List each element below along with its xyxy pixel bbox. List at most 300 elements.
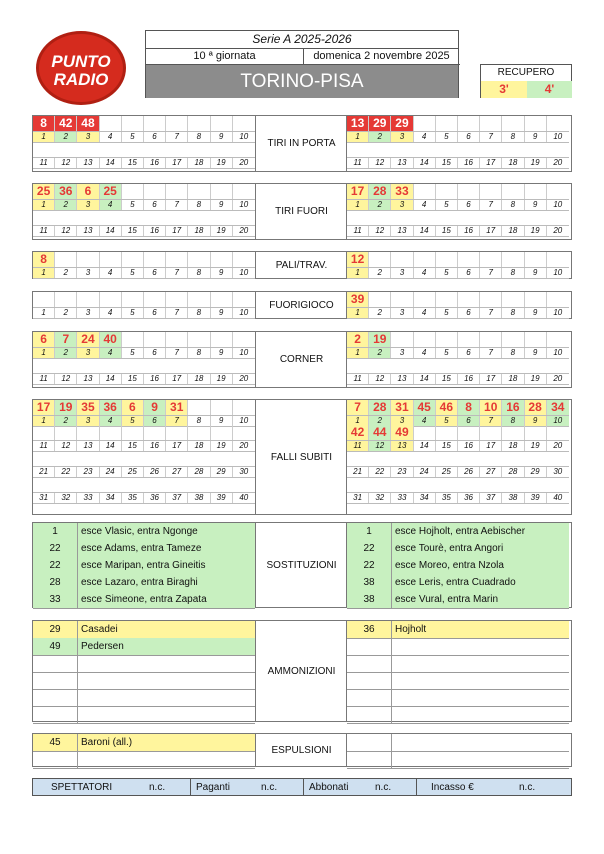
list-item: [347, 672, 569, 690]
away-number-row: [347, 347, 569, 359]
grid-cell: 28: [502, 467, 524, 477]
matchday: 10 ª giornata: [146, 48, 304, 65]
grid-cell: [100, 292, 122, 307]
recupero-second-half: 4': [527, 81, 572, 98]
list-item: [33, 638, 255, 656]
minute: [33, 706, 77, 723]
grid-cell: [233, 292, 255, 307]
grid-cell: 5: [436, 200, 458, 210]
home-number-row: [33, 373, 255, 385]
description: [391, 689, 569, 706]
grid-cell: 5: [436, 348, 458, 358]
grid-cell: 13: [391, 226, 413, 236]
home-values-row: [33, 332, 255, 347]
grid-cell: [211, 332, 233, 347]
grid-cell: 31: [347, 493, 369, 503]
description: esce Adams, entra Tameze: [77, 540, 255, 557]
minute: [33, 655, 77, 672]
grid-cell: 20: [239, 441, 249, 450]
grid-cell: 2: [55, 308, 77, 318]
grid-cell: [414, 252, 436, 267]
grid-cell: 3: [391, 348, 413, 358]
grid-cell: 4: [414, 132, 436, 142]
espulsioni-section: [32, 733, 572, 767]
grid-cell: 39: [525, 493, 547, 503]
list-item: [33, 655, 255, 673]
grid-cell: 6: [144, 308, 166, 318]
grid-cell: 17: [347, 184, 369, 199]
grid-cell: [166, 116, 188, 131]
grid-cell: [188, 400, 210, 415]
grid-cell: [144, 292, 166, 307]
sostituzioni-away: [346, 523, 569, 607]
grid-cell: 8: [502, 308, 524, 318]
recupero-label: RECUPERO: [481, 65, 571, 82]
minute: 22: [363, 543, 375, 554]
grid-cell: [122, 425, 144, 440]
home-side: [33, 116, 255, 171]
grid-cell: [166, 184, 188, 199]
fuorigioco-section: [32, 291, 572, 319]
grid-cell: 4: [414, 200, 436, 210]
ammonizioni-section: [32, 620, 572, 722]
grid-cell: 12: [55, 226, 77, 236]
grid-cell: 10: [239, 348, 249, 357]
away-values-row: [347, 184, 569, 199]
grid-cell: [502, 425, 524, 440]
grid-cell: [480, 332, 502, 347]
grid-cell: 23: [77, 467, 99, 477]
grid-cell: [458, 292, 480, 307]
grid-cell: 11: [347, 374, 369, 384]
away-values-row-2: [347, 425, 569, 440]
grid-cell: 3: [391, 416, 413, 426]
grid-cell: 3: [77, 268, 99, 278]
grid-cell: 11: [33, 441, 55, 451]
grid-cell: 10: [547, 416, 569, 426]
grid-cell: 20: [553, 226, 563, 235]
attendance-footer: [32, 778, 572, 796]
grid-cell: 17: [166, 226, 188, 236]
grid-cell: 12: [369, 158, 391, 168]
home-number-row: [33, 225, 255, 237]
list-item: [347, 574, 569, 592]
grid-cell: 24: [77, 332, 99, 347]
grid-cell: 16: [144, 441, 166, 451]
grid-cell: 14: [414, 226, 436, 236]
description: esce Leris, entra Cuadrado: [391, 574, 569, 591]
grid-cell: 3: [77, 416, 99, 426]
grid-cell: [55, 425, 77, 440]
grid-cell: 2: [55, 268, 77, 278]
grid-cell: [547, 332, 569, 347]
description: [77, 751, 255, 768]
list-item: [347, 557, 569, 575]
grid-cell: [525, 184, 547, 199]
grid-cell: 3: [77, 132, 99, 142]
grid-cell: 10: [553, 348, 563, 357]
grid-cell: 7: [166, 268, 188, 278]
grid-cell: 8: [188, 268, 210, 278]
section-label: PALI/TRAV.: [255, 252, 347, 278]
grid-cell: 6: [458, 308, 480, 318]
espulsioni-label: ESPULSIONI: [255, 734, 347, 766]
logo-line2: RADIO: [53, 70, 109, 89]
grid-cell: 16: [458, 441, 480, 451]
grid-cell: [211, 425, 233, 440]
grid-cell: 40: [100, 332, 122, 347]
grid-cell: 19: [525, 226, 547, 236]
grid-cell: 6: [458, 200, 480, 210]
grid-cell: 10: [480, 400, 502, 415]
grid-cell: 1: [33, 132, 55, 142]
home-values-row: [33, 400, 255, 415]
home-number-row: [33, 267, 255, 279]
grid-cell: 24: [100, 467, 122, 477]
grid-cell: 6: [77, 184, 99, 199]
grid-cell: 13: [391, 374, 413, 384]
grid-cell: 8: [33, 252, 55, 267]
grid-cell: 10: [239, 416, 249, 425]
grid-cell: 11: [33, 226, 55, 236]
minute: 1: [366, 526, 372, 537]
grid-cell: 10: [239, 308, 249, 317]
grid-cell: [391, 332, 413, 347]
grid-cell: 2: [347, 332, 369, 347]
grid-cell: 19: [369, 332, 391, 347]
grid-cell: 2: [369, 132, 391, 142]
grid-cell: [77, 252, 99, 267]
away-number-row: [347, 492, 569, 504]
grid-cell: 39: [211, 493, 233, 503]
grid-cell: [458, 425, 480, 440]
grid-cell: 28: [369, 184, 391, 199]
grid-cell: 11: [33, 374, 55, 384]
grid-cell: [188, 116, 210, 131]
list-item: [347, 655, 569, 673]
grid-cell: 4: [414, 268, 436, 278]
logo-line1: PUNTO: [51, 52, 111, 71]
grid-cell: 1: [347, 132, 369, 142]
grid-cell: 17: [33, 400, 55, 415]
home-side: [33, 332, 255, 387]
grid-cell: 29: [391, 116, 413, 131]
grid-cell: [480, 292, 502, 307]
grid-cell: 7: [347, 400, 369, 415]
grid-cell: 15: [436, 441, 458, 451]
competition: Serie A 2025-2026: [146, 31, 458, 49]
list-item: [33, 574, 255, 592]
grid-cell: 9: [211, 308, 233, 318]
minute: 22: [363, 560, 375, 571]
grid-cell: [233, 332, 255, 347]
home-side: [33, 252, 255, 278]
grid-cell: [100, 425, 122, 440]
grid-cell: [144, 252, 166, 267]
home-side: [33, 400, 255, 514]
description: [391, 734, 569, 751]
grid-cell: 15: [436, 226, 458, 236]
description: esce Lazaro, entra Biraghi: [77, 574, 255, 591]
grid-cell: 7: [480, 268, 502, 278]
grid-cell: 8: [502, 348, 524, 358]
grid-cell: 19: [211, 158, 233, 168]
grid-cell: 7: [480, 348, 502, 358]
grid-cell: 17: [480, 374, 502, 384]
grid-cell: [33, 425, 55, 440]
grid-cell: [100, 252, 122, 267]
grid-cell: 2: [55, 200, 77, 210]
minute: 29: [49, 624, 61, 635]
minute: [33, 672, 77, 689]
home-side: [33, 292, 255, 318]
description: Pedersen: [77, 638, 255, 655]
grid-cell: 8: [188, 308, 210, 318]
grid-cell: 25: [100, 184, 122, 199]
grid-cell: 14: [414, 374, 436, 384]
grid-cell: 18: [188, 226, 210, 236]
grid-cell: 28: [369, 400, 391, 415]
grid-cell: 34: [414, 493, 436, 503]
minute: [347, 751, 391, 768]
minute: [347, 638, 391, 655]
grid-cell: 6: [122, 400, 144, 415]
grid-cell: 12: [347, 252, 369, 267]
grid-cell: 18: [188, 374, 210, 384]
description: [77, 655, 255, 672]
home-values-row: [33, 116, 255, 131]
home-values-row: [33, 252, 255, 267]
grid-cell: [188, 332, 210, 347]
grid-cell: [480, 252, 502, 267]
section-label: FUORIGIOCO: [255, 292, 347, 318]
list-item: [33, 591, 255, 609]
grid-cell: 9: [211, 132, 233, 142]
section-label: CORNER: [255, 332, 347, 387]
home-number-row: [33, 347, 255, 359]
grid-cell: [166, 425, 188, 440]
grid-cell: 13: [347, 116, 369, 131]
minute: 38: [363, 594, 375, 605]
grid-cell: 15: [436, 374, 458, 384]
grid-cell: [144, 332, 166, 347]
grid-cell: [547, 252, 569, 267]
grid-cell: 2: [369, 268, 391, 278]
list-item: [33, 621, 255, 639]
minute: 45: [49, 737, 61, 748]
match-date: domenica 2 novembre 2025: [303, 48, 460, 65]
description: [77, 689, 255, 706]
espulsioni-home: [33, 734, 255, 766]
description: [391, 672, 569, 689]
match-header: [145, 30, 459, 98]
grid-cell: 25: [122, 467, 144, 477]
grid-cell: 8: [502, 132, 524, 142]
grid-cell: 1: [33, 416, 55, 426]
ammonizioni-away: [346, 621, 569, 721]
list-item: [347, 621, 569, 639]
incasso-value: n.c.: [519, 782, 536, 793]
grid-cell: [525, 292, 547, 307]
grid-cell: 1: [33, 308, 55, 318]
home-number-row: [33, 157, 255, 169]
grid-cell: [188, 184, 210, 199]
grid-cell: 5: [122, 200, 144, 210]
grid-cell: 24: [414, 467, 436, 477]
away-number-row: [347, 267, 569, 279]
grid-cell: [211, 116, 233, 131]
grid-cell: 3: [391, 132, 413, 142]
grid-cell: 1: [33, 200, 55, 210]
minute: 36: [363, 624, 375, 635]
grid-cell: 11: [347, 226, 369, 236]
grid-cell: 7: [166, 200, 188, 210]
away-number-row: [347, 225, 569, 237]
home-number-row: [33, 466, 255, 478]
grid-cell: 17: [166, 374, 188, 384]
description: [391, 655, 569, 672]
grid-cell: 14: [414, 441, 436, 451]
grid-cell: 18: [188, 158, 210, 168]
grid-cell: 33: [391, 493, 413, 503]
grid-cell: 27: [480, 467, 502, 477]
description: [391, 706, 569, 723]
grid-cell: 5: [436, 308, 458, 318]
grid-cell: 14: [100, 374, 122, 384]
list-item: [33, 523, 255, 541]
grid-cell: [480, 425, 502, 440]
grid-cell: 28: [525, 400, 547, 415]
away-number-row: [347, 307, 569, 319]
grid-cell: 6: [458, 268, 480, 278]
grid-cell: 12: [55, 374, 77, 384]
grid-cell: 29: [525, 467, 547, 477]
minute: [347, 655, 391, 672]
grid-cell: 31: [166, 400, 188, 415]
grid-cell: [436, 292, 458, 307]
grid-cell: 34: [100, 493, 122, 503]
grid-cell: 20: [553, 441, 563, 450]
grid-cell: [436, 116, 458, 131]
grid-cell: 6: [144, 132, 166, 142]
grid-cell: 36: [458, 493, 480, 503]
description: esce Moreo, entra Nzola: [391, 557, 569, 574]
grid-cell: 7: [166, 416, 188, 426]
grid-cell: 12: [369, 441, 391, 451]
grid-cell: [525, 425, 547, 440]
grid-cell: 2: [369, 416, 391, 426]
grid-cell: [33, 292, 55, 307]
grid-cell: 18: [502, 374, 524, 384]
grid-cell: 5: [436, 416, 458, 426]
description: Casadei: [77, 621, 255, 638]
pali-section: [32, 251, 572, 279]
grid-cell: 8: [188, 416, 210, 426]
grid-cell: [122, 332, 144, 347]
list-item: [347, 734, 569, 752]
grid-cell: [144, 116, 166, 131]
home-number-row: [33, 131, 255, 143]
description: esce Vlasic, entra Ngonge: [77, 523, 255, 540]
grid-cell: 30: [553, 467, 563, 476]
grid-cell: [188, 425, 210, 440]
grid-cell: [436, 184, 458, 199]
grid-cell: 8: [502, 200, 524, 210]
grid-cell: 44: [369, 425, 391, 440]
grid-cell: 15: [436, 158, 458, 168]
away-side: [346, 332, 569, 387]
minute: [347, 706, 391, 723]
grid-cell: 32: [55, 493, 77, 503]
grid-cell: [233, 425, 255, 440]
home-number-row: [33, 199, 255, 211]
grid-cell: 4: [100, 308, 122, 318]
away-number-row: [347, 373, 569, 385]
grid-cell: 11: [347, 441, 369, 451]
list-item: [33, 751, 255, 769]
grid-cell: 7: [166, 308, 188, 318]
grid-cell: 21: [33, 467, 55, 477]
minute: [347, 689, 391, 706]
grid-cell: [77, 292, 99, 307]
away-side: [346, 292, 569, 318]
grid-cell: [502, 116, 524, 131]
grid-cell: [369, 252, 391, 267]
corner-section: [32, 331, 572, 388]
grid-cell: 3: [391, 200, 413, 210]
grid-cell: 8: [502, 416, 524, 426]
grid-cell: 32: [369, 493, 391, 503]
section-label: TIRI IN PORTA: [255, 116, 347, 171]
grid-cell: [122, 292, 144, 307]
list-item: [33, 672, 255, 690]
falli-section: [32, 399, 572, 515]
grid-cell: 16: [458, 226, 480, 236]
grid-cell: [188, 252, 210, 267]
grid-cell: 6: [144, 200, 166, 210]
grid-cell: 9: [144, 400, 166, 415]
grid-cell: 10: [553, 308, 563, 317]
grid-cell: 16: [144, 158, 166, 168]
sostituzioni-section: [32, 522, 572, 608]
list-item: [33, 540, 255, 558]
grid-cell: 4: [414, 308, 436, 318]
minute: [33, 751, 77, 768]
grid-cell: 8: [33, 116, 55, 131]
grid-cell: 3: [77, 308, 99, 318]
grid-cell: 7: [166, 348, 188, 358]
list-item: [347, 751, 569, 769]
away-values-row: [347, 292, 569, 307]
grid-cell: 15: [122, 441, 144, 451]
grid-cell: [211, 184, 233, 199]
minute: 22: [49, 543, 61, 554]
grid-cell: [233, 252, 255, 267]
home-number-row: [33, 307, 255, 319]
away-side: [346, 184, 569, 239]
grid-cell: [502, 252, 524, 267]
grid-cell: 26: [458, 467, 480, 477]
grid-cell: 1: [347, 416, 369, 426]
grid-cell: 14: [100, 226, 122, 236]
away-number-row: [347, 157, 569, 169]
grid-cell: 26: [144, 467, 166, 477]
grid-cell: 13: [77, 441, 99, 451]
grid-cell: 14: [414, 158, 436, 168]
grid-cell: 6: [144, 416, 166, 426]
grid-cell: 7: [480, 200, 502, 210]
away-number-row: [347, 466, 569, 478]
